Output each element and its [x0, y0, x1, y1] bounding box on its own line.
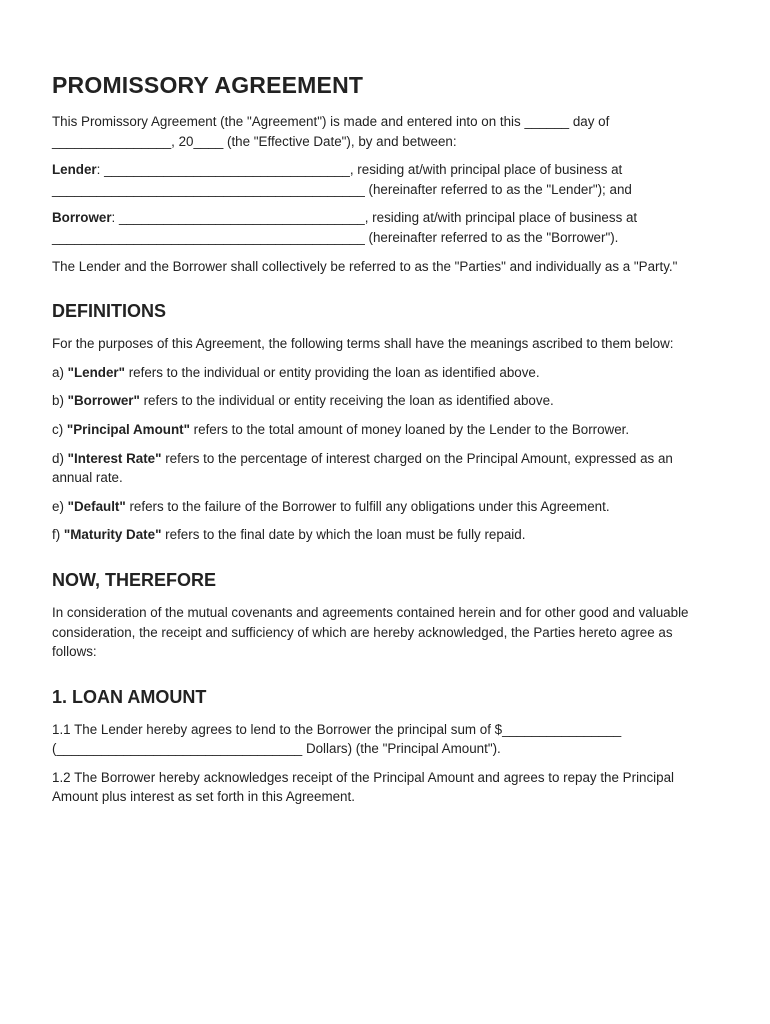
definition-text: refers to the percentage of interest charged on the Principal Amount, expressed as an annual rate.	[52, 450, 673, 486]
borrower-paragraph	[52, 208, 714, 247]
clause-1-1: 1.1 The Lender hereby agrees to lend to the Borrower the principal sum of $________________ (_________________________________ Dollars) (the "Principal Amount").	[52, 721, 622, 757]
clause-1-2: 1.2 The Borrower hereby acknowledges receipt of the Principal Amount and agrees to repay the Principal Amount plus interest as set forth in this Agreement.	[52, 769, 675, 805]
lender-text: : _________________________________, residing at/with principal place of business at __________________________________________ (hereinafter referred to as the "Lender"); and	[52, 162, 632, 197]
definition-text: refers to the individual or entity receiving the loan as identified above.	[139, 393, 554, 409]
definition-term: "Principal Amount"	[66, 421, 190, 437]
definition-text: refers to the total amount of money loaned by the Lender to the Borrower.	[189, 421, 630, 437]
lender-paragraph	[52, 160, 714, 199]
definition-prefix: d)	[52, 450, 68, 466]
intro-paragraph: This Promissory Agreement (the "Agreement") is made and entered into on this ______ day of ________________, 20____ (the "Effective Date"), by and between:	[52, 114, 610, 149]
definition-item	[52, 497, 714, 517]
definition-item	[52, 525, 714, 545]
definition-prefix: a)	[52, 364, 68, 380]
definition-item	[52, 449, 714, 488]
definition-prefix: c)	[52, 421, 67, 437]
borrower-text: : _________________________________, residing at/with principal place of business at __________________________________________ (hereinafter referred to as the "Borrower").	[52, 210, 638, 245]
definition-term: "Default"	[67, 498, 126, 514]
parties-paragraph: The Lender and the Borrower shall collectively be referred to as the "Parties" and individually as a "Party."	[52, 258, 678, 274]
definition-item	[52, 391, 714, 411]
lender-label: Lender	[52, 162, 97, 178]
borrower-label: Borrower	[52, 210, 112, 226]
definition-term: "Interest Rate"	[67, 450, 162, 466]
definition-term: "Lender"	[67, 364, 125, 380]
definition-term: "Borrower"	[67, 393, 140, 409]
definition-text: refers to the failure of the Borrower to fulfill any obligations under this Agreement.	[125, 498, 610, 514]
definition-prefix: b)	[52, 393, 68, 409]
now-therefore-paragraph: In consideration of the mutual covenants and agreements contained herein and for other good and valuable consideration, the receipt and sufficiency of which are hereby acknowledged, the Parties hereto agree as follows:	[52, 604, 689, 660]
document-title: PROMISSORY AGREEMENT	[52, 72, 364, 98]
definition-item	[52, 420, 714, 440]
definition-text: refers to the final date by which the loan must be fully repaid.	[161, 527, 526, 543]
now-therefore-heading: NOW, THEREFORE	[52, 569, 217, 590]
definition-text: refers to the individual or entity providing the loan as identified above.	[124, 364, 540, 380]
definition-item	[52, 363, 714, 383]
definitions-heading: DEFINITIONS	[52, 301, 167, 322]
definitions-intro: For the purposes of this Agreement, the following terms shall have the meanings ascribed to them below:	[52, 336, 674, 352]
definition-prefix: f)	[52, 527, 64, 543]
loan-amount-heading: 1. LOAN AMOUNT	[52, 686, 207, 707]
definition-term: "Maturity Date"	[63, 527, 162, 543]
definition-prefix: e)	[52, 498, 68, 514]
